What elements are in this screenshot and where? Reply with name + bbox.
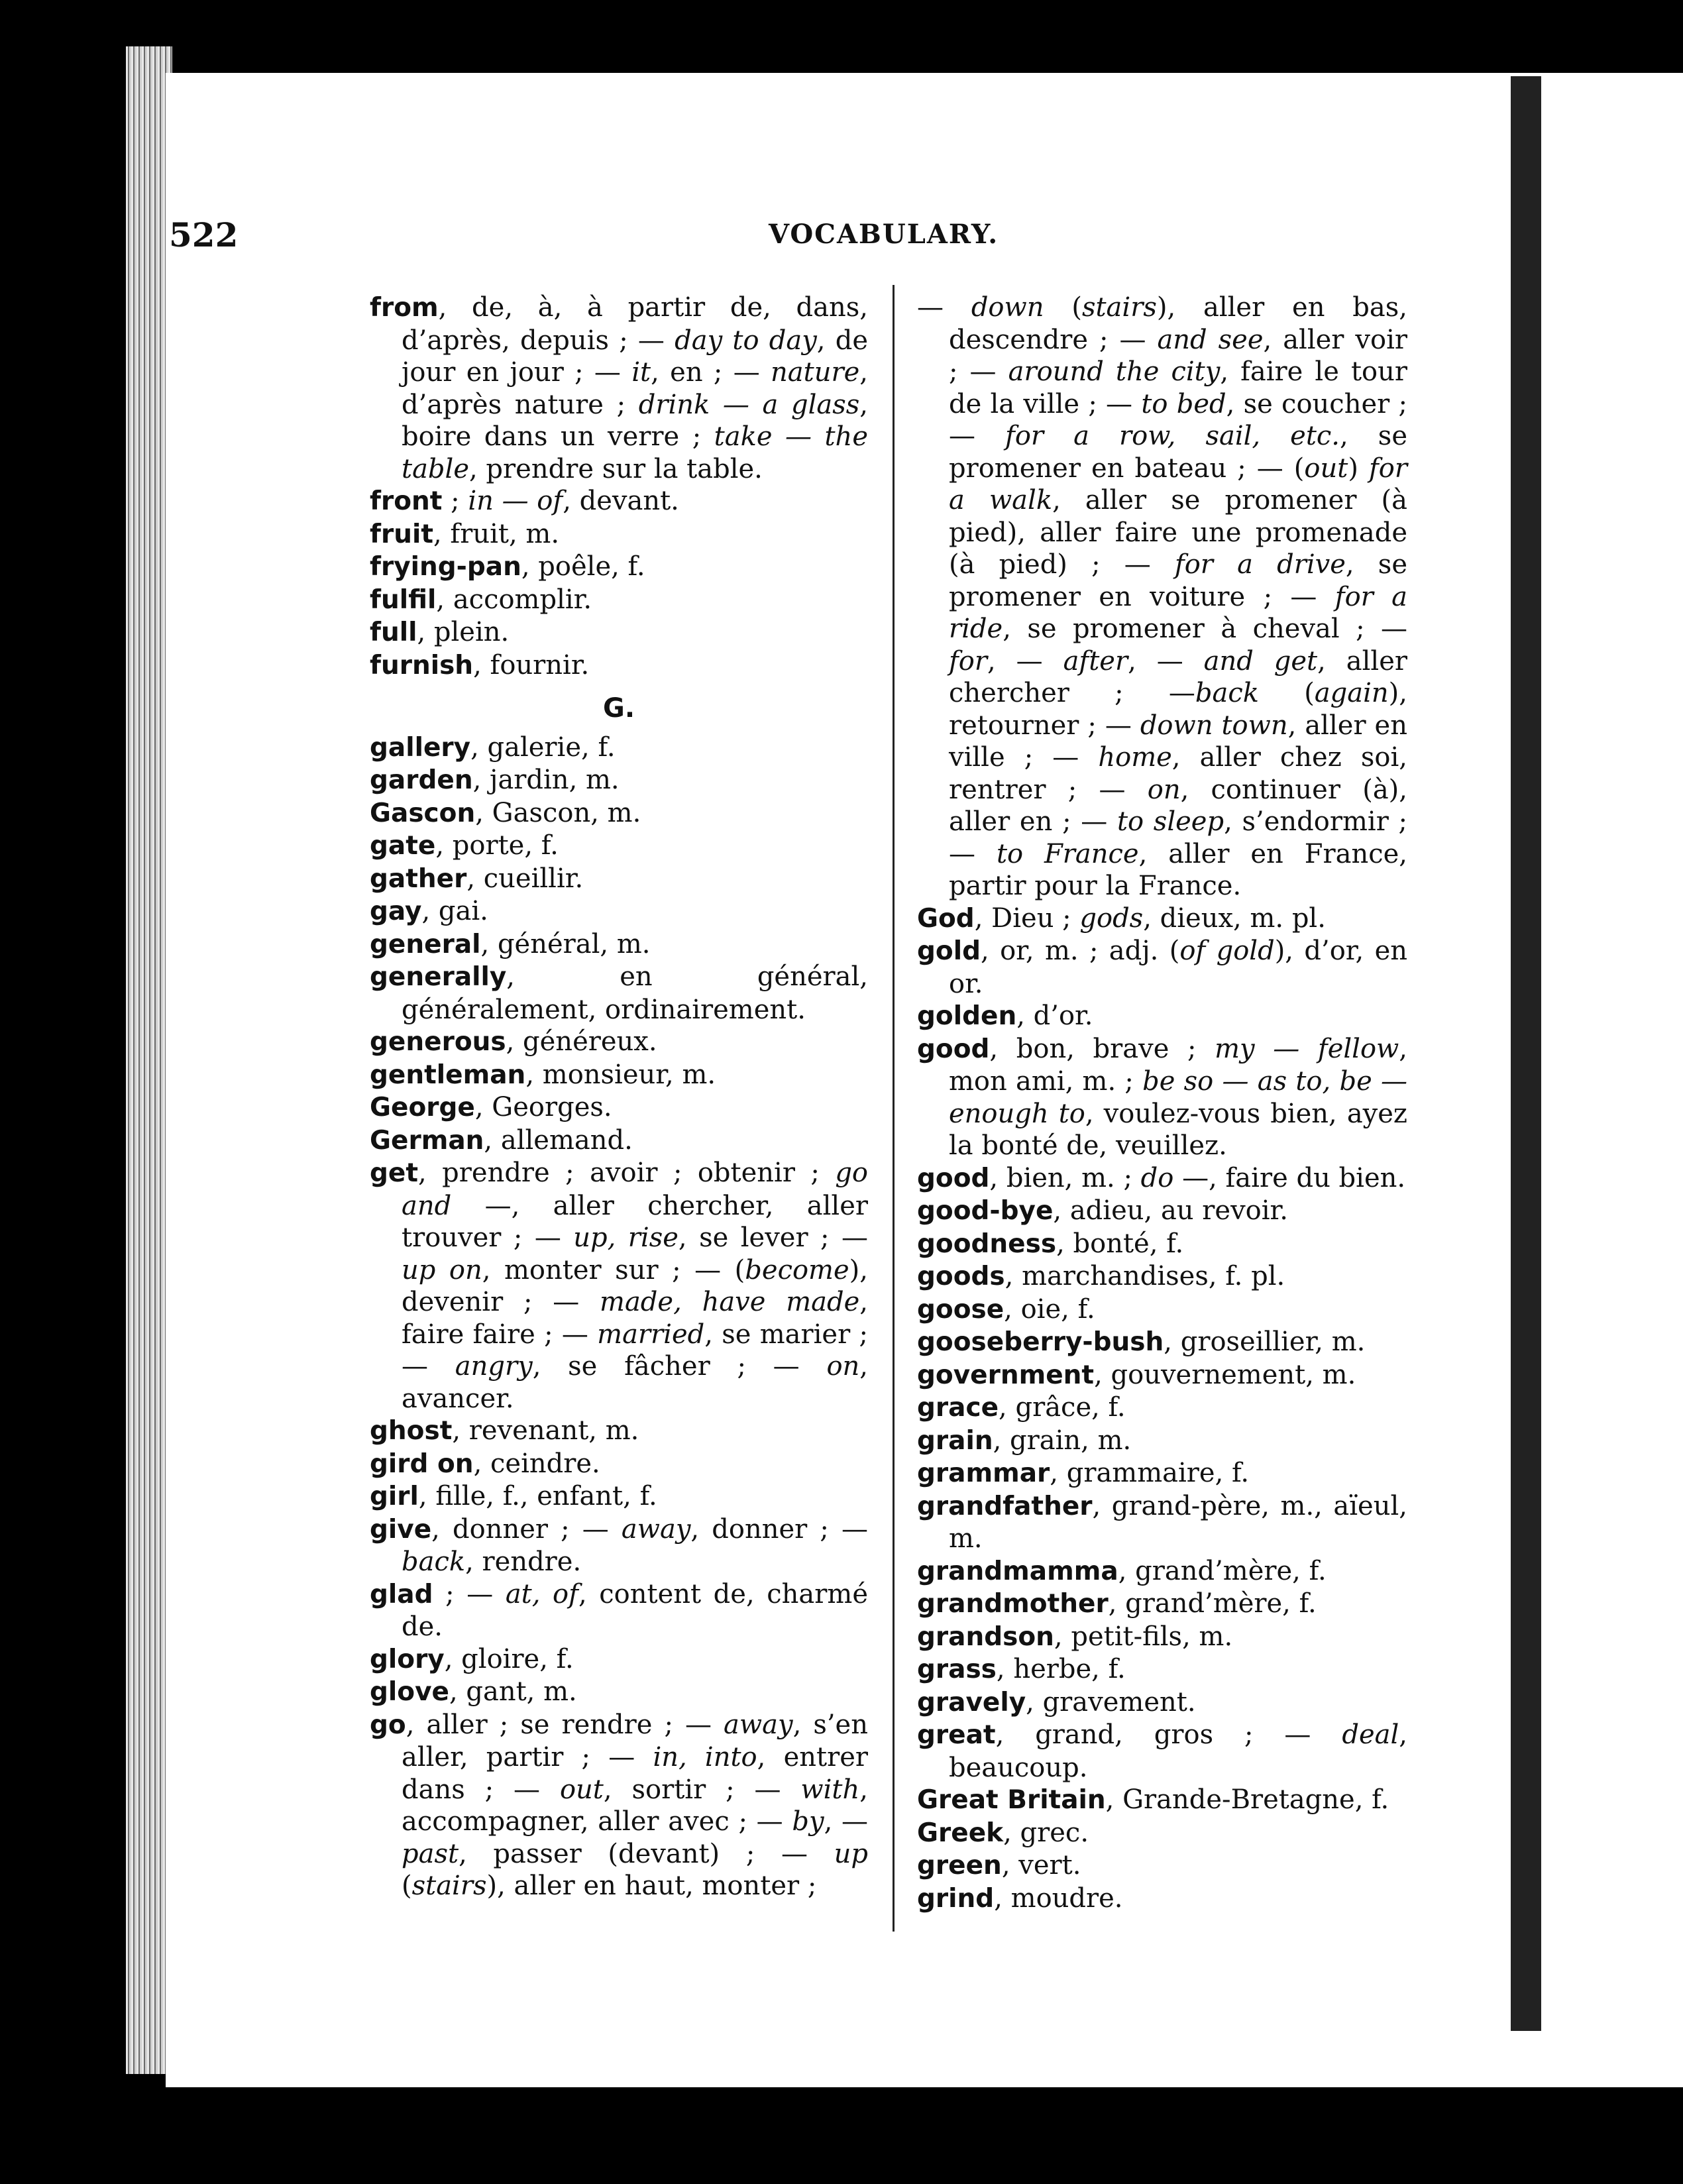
definition-text: , Grande-Bretagne, f.	[1105, 1784, 1389, 1815]
english-phrase: gods	[1079, 902, 1144, 934]
headword: green	[917, 1851, 1002, 1881]
english-phrase: home	[1098, 742, 1172, 773]
english-phrase: become	[745, 1254, 849, 1285]
definition-text: , fille, f., enfant, f.	[418, 1481, 657, 1511]
headword: gold	[917, 936, 981, 966]
definition-text: , dieux, m. pl.	[1143, 902, 1326, 934]
english-phrase: back	[1195, 678, 1259, 708]
english-phrase: married	[597, 1319, 705, 1350]
vocab-entry	[917, 1033, 1407, 1162]
headword: frying-pan	[370, 552, 521, 582]
definition-text: (	[402, 1871, 412, 1901]
english-phrase: of gold	[1179, 936, 1275, 966]
column-rule	[893, 285, 895, 1932]
definition-text: —, faire du bien.	[1173, 1162, 1406, 1193]
definition-text: , se promener à cheval ; —	[1003, 614, 1407, 644]
headword: glory	[370, 1644, 445, 1674]
headword: grandfather	[917, 1491, 1093, 1521]
definition-text: , rendre.	[465, 1547, 582, 1577]
vocab-entry	[370, 1709, 868, 1902]
vocab-entry	[370, 928, 868, 961]
headword: good-bye	[917, 1196, 1054, 1226]
running-title: VOCABULARY.	[769, 219, 999, 250]
headword: gallery	[370, 732, 471, 763]
vocab-entry	[370, 764, 868, 797]
english-phrase: for a ride	[949, 581, 1407, 644]
definition-text: , grand’mère, f.	[1108, 1588, 1317, 1619]
definition-text: , porte, f.	[435, 830, 559, 861]
headword: great	[917, 1720, 996, 1750]
definition-text: ), retourner ; —	[949, 678, 1407, 741]
english-phrase: for	[949, 645, 988, 677]
definition-text: , cueillir.	[466, 863, 584, 894]
definition-text: , devant.	[563, 486, 679, 516]
definition-text: , plein.	[417, 617, 510, 647]
vocab-entry	[917, 1719, 1407, 1784]
headword: fulfil	[370, 584, 437, 615]
vocab-entry	[370, 1578, 868, 1643]
definition-text: , se coucher ; —	[949, 388, 1407, 451]
vocab-entry	[370, 797, 868, 830]
definition-text: , mon ami, m. ;	[949, 1033, 1408, 1097]
definition-text: , gloire, f.	[444, 1643, 574, 1674]
english-phrase: at, of	[505, 1578, 578, 1610]
definition-text: , faire faire ; —	[402, 1287, 869, 1350]
english-phrase: for a row, sail, etc.	[1005, 421, 1340, 451]
definition-text: —, aller chercher, aller trouver ; —	[402, 1190, 868, 1253]
definition-text: , accomplir.	[436, 584, 592, 615]
definition-text: , grammaire, f.	[1050, 1458, 1250, 1488]
definition-text: , vert.	[1001, 1850, 1081, 1881]
headword: grandmother	[917, 1589, 1109, 1619]
english-phrase: for a walk	[949, 453, 1407, 516]
definition-text: , de, à, à partir de, dans, d’après, depuis ; —	[402, 292, 868, 356]
headword: gather	[370, 863, 467, 894]
vocab-entry	[917, 1817, 1407, 1850]
english-phrase: by	[792, 1806, 824, 1837]
headword: grammar	[917, 1458, 1050, 1488]
definition-text: , —	[987, 645, 1063, 677]
english-phrase: and get	[1203, 645, 1318, 677]
definition-text: , fournir.	[473, 649, 590, 681]
english-phrase: up	[834, 1838, 868, 1869]
left-entries-f	[370, 292, 868, 682]
definition-text: , s’endormir ; —	[949, 806, 1408, 869]
headword: grandmamma	[917, 1556, 1118, 1586]
headword: God	[917, 903, 975, 934]
headword: Greek	[917, 1818, 1004, 1848]
definition-text: , beaucoup.	[949, 1720, 1407, 1783]
headword: front	[370, 486, 443, 516]
headword: girl	[370, 1482, 419, 1511]
headword: go	[370, 1710, 406, 1740]
english-phrase: away	[621, 1513, 691, 1545]
vocab-entry	[917, 1293, 1407, 1327]
vocab-entry	[370, 485, 868, 518]
definition-text: , général, m.	[480, 928, 651, 959]
definition-text: )	[1348, 453, 1369, 484]
english-phrase: take — the table	[402, 421, 868, 484]
headword: golden	[917, 1001, 1017, 1031]
definition-text: , revenant, m.	[452, 1415, 639, 1446]
vocab-entry	[917, 1555, 1407, 1588]
vocab-entry	[370, 616, 868, 649]
vocab-entry	[917, 1392, 1407, 1425]
headword: goods	[917, 1262, 1005, 1291]
vocab-entry	[370, 551, 868, 584]
vocab-entry	[370, 292, 868, 485]
english-phrase: to bed	[1141, 388, 1226, 419]
headword: get	[370, 1158, 419, 1188]
right-entries	[917, 292, 1407, 1915]
english-phrase: for a drive	[1174, 549, 1346, 580]
vocab-entry	[370, 1513, 868, 1578]
definition-text: , continuer (à), aller en ; —	[949, 774, 1407, 837]
english-phrase: again	[1314, 678, 1389, 708]
headword: goodness	[917, 1228, 1057, 1259]
headword: glad	[370, 1579, 433, 1610]
vocab-entry	[370, 1157, 868, 1415]
definition-text: , Dieu ;	[974, 902, 1080, 934]
headword: generous	[370, 1027, 506, 1057]
definition-text: ; —	[433, 1578, 506, 1610]
definition-text: , aller se promener (à pied), aller faire une promenade (à pied) ; —	[949, 485, 1407, 580]
headword: grind	[917, 1883, 995, 1914]
definition-text: , boire dans un verre ;	[402, 389, 869, 452]
definition-text: , d’or.	[1016, 1001, 1093, 1031]
vocab-entry	[370, 961, 868, 1026]
headword: gravely	[917, 1687, 1026, 1718]
english-phrase: go and	[402, 1158, 868, 1221]
vocab-entry	[917, 1425, 1407, 1458]
left-column	[370, 292, 868, 1902]
definition-text: , bon, brave ;	[989, 1033, 1215, 1064]
vocab-entry	[917, 1849, 1407, 1883]
definition-text: , aller chercher ; —	[949, 645, 1407, 708]
headword: gate	[370, 831, 436, 861]
definition-text: , avancer.	[402, 1351, 868, 1414]
headword: glove	[370, 1677, 449, 1707]
vocab-entry	[917, 935, 1407, 1000]
left-entries-g	[370, 732, 868, 1902]
definition-text: , fruit, m.	[433, 518, 560, 549]
definition-text: ), d’or, en or.	[949, 936, 1408, 999]
english-phrase: back	[402, 1547, 466, 1577]
vocab-entry	[917, 1653, 1407, 1686]
definition-text: , bien, m. ;	[989, 1162, 1141, 1193]
headword: grandson	[917, 1621, 1054, 1652]
vocab-entry	[370, 863, 868, 896]
definition-text: , ceindre.	[473, 1448, 600, 1479]
definition-text: , Georges.	[474, 1092, 612, 1122]
headword: goose	[917, 1294, 1004, 1325]
vocab-entry	[370, 584, 868, 617]
vocab-entry	[917, 1228, 1407, 1261]
english-phrase: my — fellow	[1215, 1033, 1399, 1064]
headword: Great Britain	[917, 1785, 1106, 1815]
english-phrase: it	[631, 357, 651, 388]
vocab-entry	[917, 1784, 1407, 1817]
english-phrase: stairs	[411, 1871, 487, 1901]
vocab-entry	[917, 1457, 1407, 1490]
vocab-entry	[917, 1883, 1407, 1916]
vocab-entry	[917, 1162, 1407, 1195]
definition-text: , monsieur, m.	[525, 1059, 716, 1090]
definition-text: , Gascon, m.	[475, 797, 641, 828]
definition-text: ;	[442, 486, 468, 516]
headword: from	[370, 293, 439, 323]
english-phrase: on	[1147, 774, 1181, 805]
headword: George	[370, 1093, 475, 1122]
vocab-entry	[917, 1195, 1407, 1228]
english-phrase: to sleep	[1116, 806, 1224, 837]
headword: good	[917, 1034, 990, 1064]
vocab-entry	[917, 902, 1407, 936]
vocab-entry	[370, 1124, 868, 1158]
headword: fruit	[370, 519, 433, 549]
definition-text: , adieu, au revoir.	[1053, 1195, 1288, 1226]
definition-text: —	[917, 292, 971, 323]
headword: German	[370, 1125, 484, 1156]
definition-text: , généreux.	[506, 1026, 657, 1057]
english-phrase: nature	[771, 357, 860, 388]
english-phrase: do	[1140, 1162, 1174, 1193]
definition-text: , moudre.	[994, 1883, 1123, 1914]
vocab-entry	[917, 1588, 1407, 1621]
english-phrase: drink — a glass	[638, 389, 860, 420]
english-phrase: stairs	[1081, 292, 1157, 323]
vocab-entry	[370, 518, 868, 551]
vocab-entry	[370, 1415, 868, 1448]
definition-text: ), devenir ; —	[402, 1254, 868, 1317]
definition-text: , grec.	[1003, 1817, 1089, 1848]
definition-text: , s’en aller, partir ; —	[402, 1709, 868, 1773]
definition-text: , voulez-vous bien, ayez la bonté de, veuillez.	[949, 1098, 1408, 1161]
vocab-entry	[917, 1359, 1407, 1392]
definition-text: , oie, f.	[1004, 1293, 1095, 1325]
english-phrase: up on	[402, 1254, 482, 1285]
vocab-entry	[370, 1059, 868, 1092]
definition-text: , allemand.	[484, 1124, 633, 1156]
headword: grace	[917, 1393, 999, 1423]
vocab-entry	[370, 1026, 868, 1059]
vocab-entry	[370, 649, 868, 682]
vocab-entry	[370, 895, 868, 928]
definition-text: , se marier ; —	[402, 1319, 868, 1382]
english-phrase: angry	[455, 1351, 533, 1382]
headword: gentleman	[370, 1060, 526, 1090]
definition-text: , donner ; —	[431, 1513, 622, 1545]
english-phrase: around the city	[1008, 356, 1221, 387]
definition-text: ), aller en haut, monter ;	[486, 1871, 817, 1901]
definition-text: , en général, généralement, ordinairement.	[402, 961, 868, 1025]
vocab-entry	[917, 1260, 1407, 1293]
english-phrase: on	[826, 1351, 860, 1382]
english-phrase: after	[1063, 645, 1128, 677]
definition-text: , prendre sur la table.	[469, 453, 763, 484]
definition-text: , sortir ; —	[603, 1774, 801, 1805]
english-phrase: in — of	[468, 486, 563, 516]
definition-text: , grain, m.	[993, 1425, 1132, 1456]
definition-text: , monter sur ; — (	[482, 1254, 745, 1285]
english-phrase: down	[971, 292, 1044, 323]
definition-text: , grâce, f.	[999, 1392, 1126, 1423]
definition-text: , se promener en bateau ; — (	[949, 421, 1407, 484]
definition-text: , aller en France, partir pour la France.	[949, 838, 1407, 901]
definition-text: , entrer dans ; —	[402, 1742, 868, 1805]
headword: full	[370, 618, 417, 647]
headword: give	[370, 1514, 432, 1545]
vocab-entry	[370, 830, 868, 863]
headword: garden	[370, 765, 473, 795]
definition-text: , passer (devant) ; —	[459, 1838, 834, 1869]
definition-text: , se promener en voiture ; —	[949, 549, 1407, 612]
definition-text: , aller en ville ; —	[949, 710, 1407, 773]
vocab-entry	[370, 1448, 868, 1481]
english-phrase: and see	[1157, 324, 1264, 355]
definition-text: , content de, charmé de.	[402, 1578, 868, 1642]
definition-text: , gant, m.	[449, 1676, 577, 1707]
headword: Gascon	[370, 798, 476, 828]
headword: generally	[370, 962, 507, 992]
english-phrase: day to day	[675, 325, 817, 356]
english-phrase: away	[724, 1709, 793, 1740]
headword: grain	[917, 1425, 993, 1456]
vocab-entry	[917, 1000, 1407, 1033]
english-phrase: up, rise	[573, 1223, 679, 1253]
vocab-entry	[917, 1686, 1407, 1720]
english-phrase: made, have made	[600, 1287, 860, 1317]
vocab-entry	[917, 1326, 1407, 1359]
english-phrase: in, into	[653, 1742, 757, 1773]
definition-text: , herbe, f.	[996, 1654, 1126, 1684]
definition-text: , grand’mère, f.	[1118, 1555, 1327, 1586]
headword: general	[370, 929, 481, 959]
headword: grass	[917, 1655, 997, 1684]
definition-text: , —	[824, 1806, 868, 1837]
definition-text: , aller chez soi, rentrer ; —	[949, 742, 1407, 805]
headword: government	[917, 1360, 1095, 1390]
right-column	[917, 292, 1407, 1915]
definition-text: , galerie, f.	[470, 732, 616, 763]
definition-text: , petit-fils, m.	[1054, 1621, 1233, 1652]
english-phrase: out	[559, 1774, 604, 1805]
headword: gay	[370, 897, 422, 926]
definition-text: , de jour en jour ; —	[402, 325, 869, 388]
english-phrase: down town	[1140, 710, 1288, 741]
definition-text: , se fâcher ; —	[532, 1351, 827, 1382]
definition-text: , en ; —	[651, 357, 771, 388]
headword: gird on	[370, 1448, 474, 1479]
definition-text: , gouvernement, m.	[1094, 1359, 1356, 1390]
section-letter-heading: G.	[602, 693, 635, 724]
definition-text: , prendre ; avoir ; obtenir ;	[418, 1158, 836, 1188]
vocab-entry	[370, 1091, 868, 1124]
headword: ghost	[370, 1416, 453, 1446]
definition-text: (	[1044, 292, 1082, 323]
headword: gooseberry-bush	[917, 1327, 1164, 1357]
vocab-entry	[370, 1643, 868, 1676]
english-phrase: be so — as to, be — enough to	[949, 1066, 1407, 1129]
english-phrase: past	[402, 1838, 459, 1869]
vocab-entry	[917, 1490, 1407, 1555]
vocab-entry	[370, 732, 868, 765]
definition-text: , se lever ; —	[678, 1223, 868, 1253]
definition-text: (	[1258, 678, 1315, 708]
headword: good	[917, 1163, 990, 1193]
definition-text: , —	[1128, 645, 1204, 677]
page-number: 522	[169, 215, 239, 254]
definition-text: , aller voir ; —	[949, 324, 1407, 387]
definition-text: , marchandises, f. pl.	[1004, 1261, 1285, 1291]
facing-page-edge	[1511, 76, 1541, 2031]
english-phrase: out	[1304, 453, 1348, 484]
definition-text: , gai.	[421, 896, 488, 926]
definition-text: , d’après nature ;	[402, 357, 869, 420]
vocab-entry	[370, 1676, 868, 1709]
definition-text: , jardin, m.	[472, 765, 620, 795]
definition-text: , accompagner, aller avec ; —	[402, 1774, 868, 1837]
vocab-entry	[917, 1621, 1407, 1654]
definition-text: , donner ; —	[690, 1513, 869, 1545]
english-phrase: deal	[1342, 1720, 1399, 1750]
definition-text: , grand, gros ; —	[995, 1720, 1342, 1750]
headword: furnish	[370, 650, 474, 681]
english-phrase: to France	[996, 838, 1139, 869]
definition-text: , gravement.	[1026, 1686, 1196, 1718]
english-phrase: with	[800, 1774, 860, 1805]
definition-text: , aller ; se rendre ; —	[406, 1709, 724, 1740]
definition-text: , grand-père, m., aïeul, m.	[949, 1490, 1407, 1554]
definition-text: ), aller en bas, descendre ; —	[949, 292, 1407, 355]
definition-text: , bonté, f.	[1056, 1228, 1184, 1259]
entry-continuation	[917, 292, 1407, 902]
definition-text: , or, m. ; adj. (	[981, 936, 1180, 966]
definition-text: , groseillier, m.	[1164, 1327, 1366, 1357]
definition-text: , faire le tour de la ville ; —	[949, 356, 1408, 419]
definition-text: , poêle, f.	[521, 551, 645, 582]
vocab-entry	[370, 1480, 868, 1513]
